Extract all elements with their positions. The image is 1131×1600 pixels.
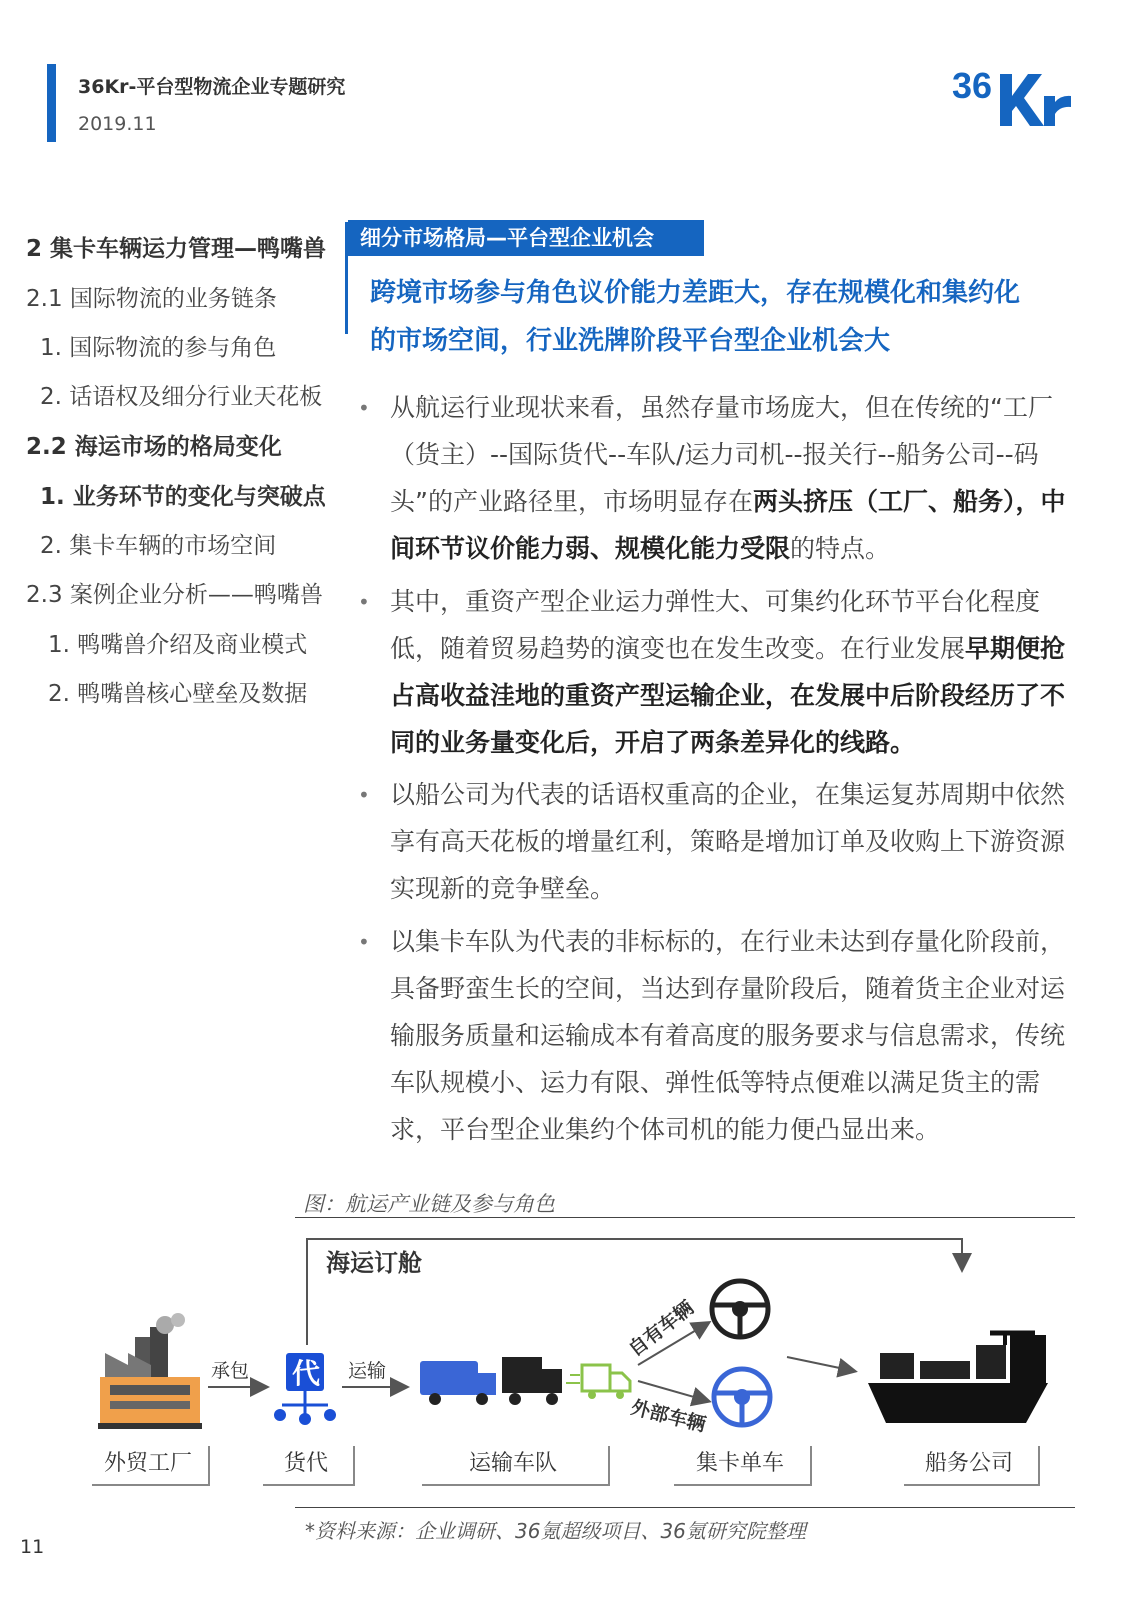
bullet-2: • [358, 590, 370, 614]
toc-item-2-3[interactable]: 2.3 案例企业分析——鸭嘴兽 [26, 582, 323, 608]
own-vehicle-label: 自有车辆 [624, 1296, 698, 1361]
contract-label: 承包 [211, 1360, 250, 1382]
toc-item-2-3-2[interactable]: 2. 鸭嘴兽核心壁垒及数据 [48, 681, 308, 707]
bullet-1: • [358, 396, 370, 420]
toc-item-2-2[interactable]: 2.2 海运市场的格局变化 [26, 434, 282, 460]
label-fleet: 运输车队 [468, 1451, 557, 1476]
svg-text:36: 36 [952, 65, 993, 106]
booking-label: 海运订舱 [326, 1249, 422, 1277]
steering-wheel-icon-1 [712, 1281, 768, 1337]
toc-item-2-2-1[interactable]: 1. 业务环节的变化与突破点 [40, 484, 326, 510]
toc-item-2-1[interactable]: 2.1 国际物流的业务链条 [26, 286, 277, 312]
36kr-logo [952, 60, 1080, 130]
label-factory: 外贸工厂 [103, 1451, 192, 1476]
bullet-3: • [358, 783, 370, 807]
report-title: 36Kr-平台型物流企业专题研究 [78, 76, 346, 98]
paragraph-4: 以集卡车队为代表的非标标的，在行业未达到存量化阶段前，具备野蛮生长的空间，当达到存量阶段后，随着货主企业对运输服务质量和运输成本有着高度的服务要求与信息需求，传统车队规模小、运力有限、弹性低等特点便难以满足货主的需求，平台型企业集约个体司机的能力便凸显出来。 [390, 927, 1066, 1144]
toc-item-2-1-2[interactable]: 2. 话语权及细分行业天花板 [40, 384, 323, 410]
label-forwarder: 货代 [283, 1451, 328, 1476]
truck-icon-2 [502, 1357, 562, 1405]
label-shipping: 船务公司 [924, 1451, 1013, 1476]
header-accent-bar [47, 64, 56, 142]
toc-item-2-3-1[interactable]: 1. 鸭嘴兽介绍及商业模式 [48, 632, 308, 658]
label-single-truck: 集卡单车 [695, 1451, 784, 1476]
headline-line-2: 的市场空间，行业洗牌阶段平台型企业机会大 [370, 326, 891, 356]
forwarder-icon [274, 1353, 336, 1425]
factory-icon [98, 1313, 202, 1429]
figure-caption: 图：航运产业链及参与角色 [303, 1192, 555, 1216]
figure-top-rule [295, 1217, 1075, 1218]
truck-icon-3 [566, 1365, 630, 1399]
external-vehicle-label: 外部车辆 [628, 1396, 708, 1437]
report-date: 2019.11 [78, 113, 157, 135]
ship-icon [868, 1333, 1048, 1423]
toc-item-section-2[interactable]: 2 集卡车辆运力管理—鸭嘴兽 [26, 236, 327, 262]
transport-label: 运输 [348, 1360, 387, 1382]
steering-wheel-icon-2 [714, 1369, 770, 1425]
truck-icon-1 [420, 1361, 496, 1405]
svg-text:代: 代 [292, 1357, 321, 1390]
toc-item-2-2-2[interactable]: 2. 集卡车辆的市场空间 [40, 533, 277, 559]
bullet-4: • [358, 930, 370, 954]
page-number: 11 [20, 1536, 45, 1558]
paragraph-2: 其中，重资产型企业运力弹性大、可集约化环节平台化程度低，随着贸易趋势的演变也在发生改变。在行业发展早期便抢占高收益洼地的重资产型运输企业，在发展中后阶段经历了不同的业务量变化后，开启了两条差异化的线路。 [390, 587, 1066, 757]
section-tag: 细分市场格局—平台型企业机会 [348, 220, 704, 256]
headline-line-1: 跨境市场参与角色议价能力差距大，存在规模化和集约化 [370, 278, 1021, 308]
toc-item-2-1-1[interactable]: 1. 国际物流的参与角色 [40, 335, 277, 361]
paragraph-3: 以船公司为代表的话语权重高的企业，在集运复苏周期中依然享有高天花板的增量红利，策略是增加订单及收购上下游资源实现新的竞争壁垒。 [390, 780, 1066, 903]
figure-bottom-rule [295, 1507, 1075, 1508]
figure-source: *资料来源：企业调研、36氪超级项目、36氪研究院整理 [305, 1519, 806, 1543]
paragraph-1: 从航运行业现状来看，虽然存量市场庞大，但在传统的“工厂（货主）--国际货代--车队/运力司机--报关行--船务公司--码头”的产业路径里，市场明显存在两头挤压（工厂、船务），中间环节议价能力弱、规模化能力受限的特点。 [390, 393, 1066, 563]
